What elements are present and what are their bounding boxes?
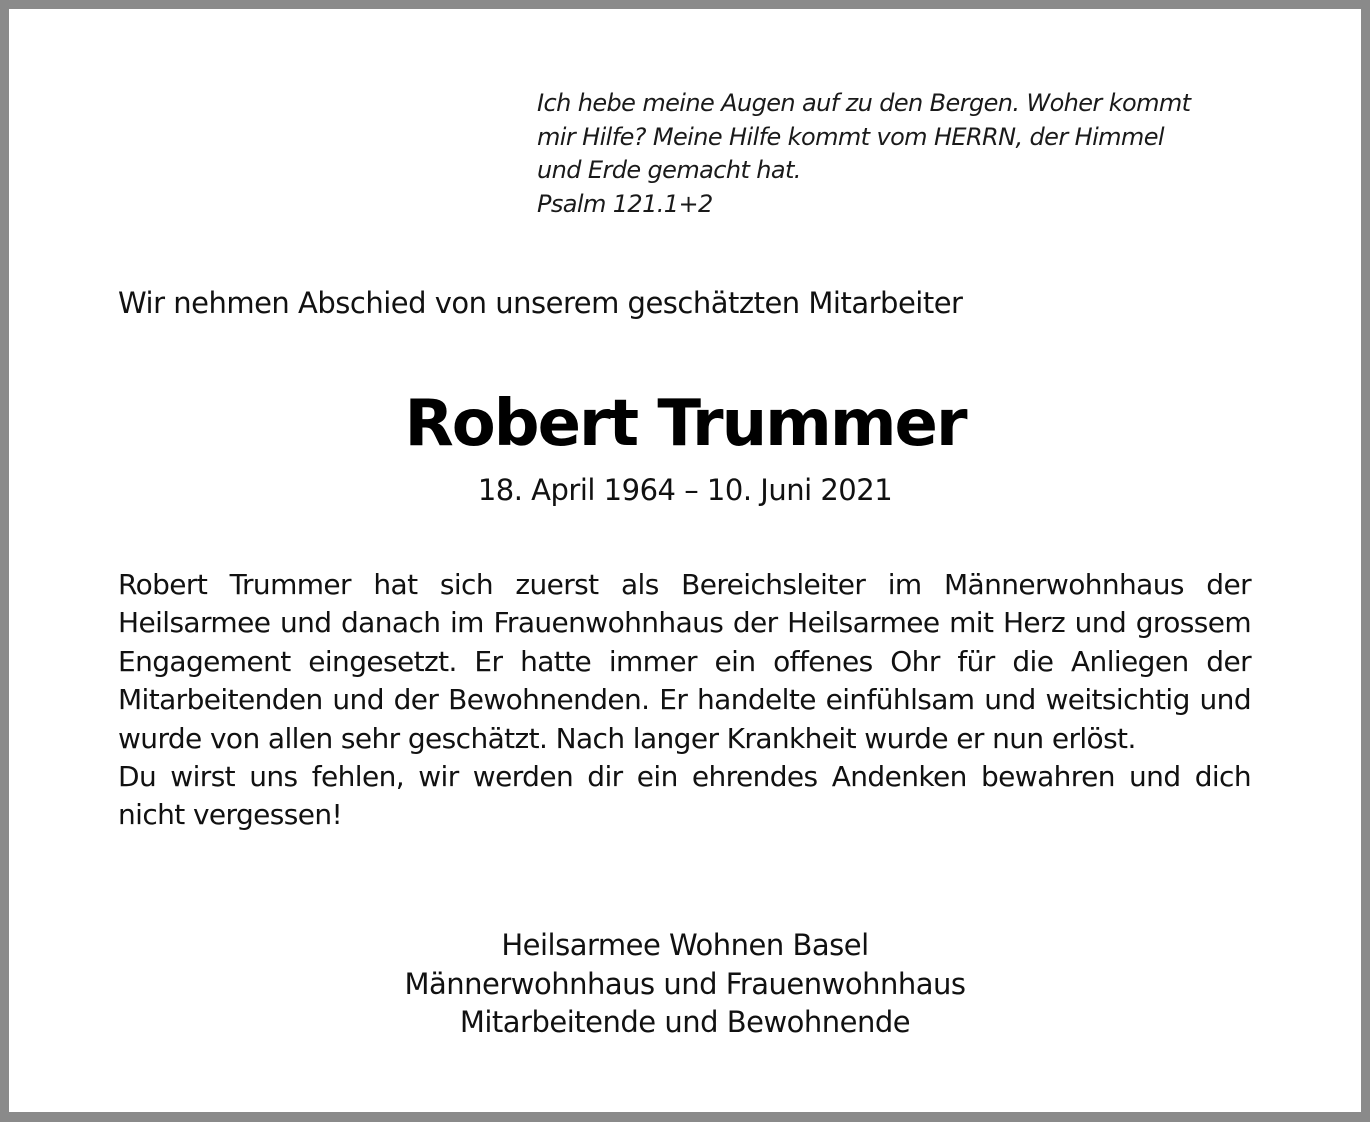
intro-text: Wir nehmen Abschied von unserem geschätzten Mitarbeiter [118,286,963,320]
obituary-body [118,566,1251,835]
deceased-name: Robert Trummer [404,387,966,461]
bible-quote [537,87,1237,221]
signature-line: Männerwohnhaus und Frauenwohnhaus [404,966,966,1001]
quote-line: und Erde gemacht hat. [537,156,801,184]
signature-block [9,926,1361,1042]
obituary-notice [9,9,1361,1112]
quote-line: mir Hilfe? Meine Hilfe kommt vom HERRN, der Himmel [537,122,1164,151]
signature-line: Heilsarmee Wohnen Basel [501,928,869,962]
body-paragraph: Robert Trummer hat sich zuerst als Bereichsleiter im Männerwohnhaus der Heilsarmee und danach im Frauenwohnhaus der Heilsarmee mit Herz und grossem Engagement eingesetzt. Er hatte immer ein offenes Ohr für die Anliegen der Mitarbeitenden und der Bewohnenden. Er handelte einfühlsam und weitsichtig und wurde von allen sehr geschätzt. Nach langer Krankheit wurde er nun erlöst. [118,568,1251,755]
signature-line: Mitarbeitende und Bewohnende [459,1005,911,1039]
quote-line: Ich hebe meine Augen auf zu den Bergen. Woher kommt [537,89,1191,117]
life-dates: 18. April 1964 – 10. Juni 2021 [477,473,893,507]
body-paragraph: Du wirst uns fehlen, wir werden dir ein ehrendes Andenken bewahren und dich nicht vergessen! [118,760,1251,832]
quote-source: Psalm 121.1+2 [537,189,713,218]
